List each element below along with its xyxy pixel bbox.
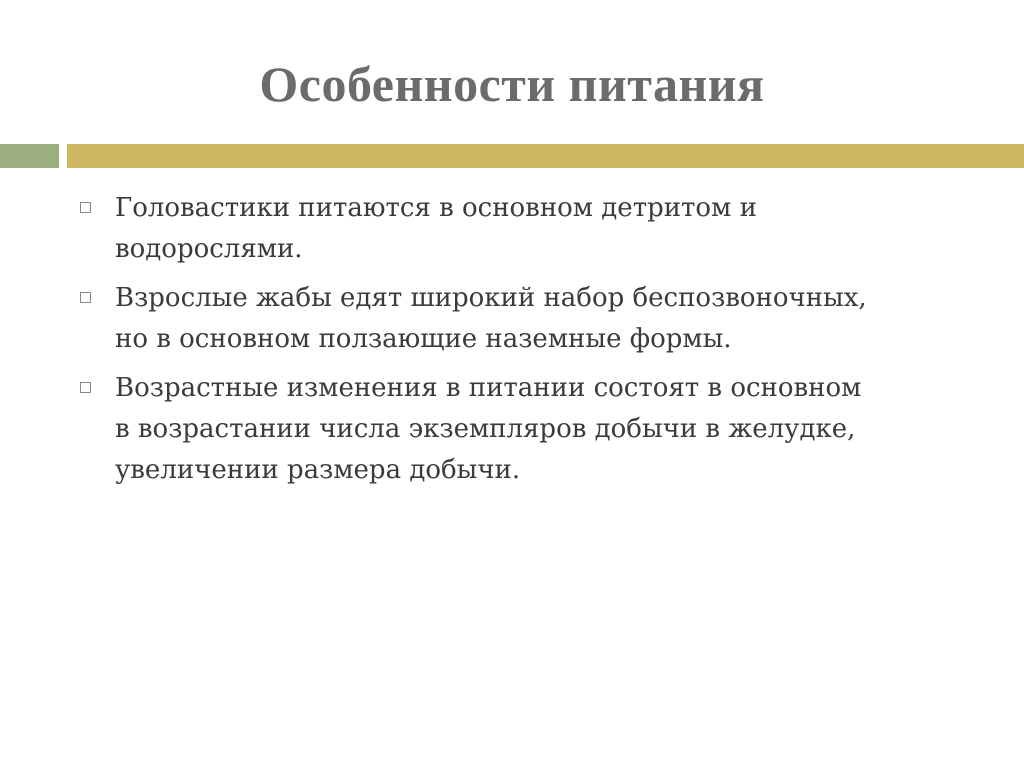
title-rule-gold: [67, 144, 1024, 168]
slide-title: Особенности питания: [259, 56, 765, 112]
bullet-line: увеличении размера добычи.: [115, 455, 521, 485]
bullet-item: [0, 188, 1024, 270]
square-bullet-icon: [80, 202, 91, 213]
bullet-line: водорослями.: [115, 234, 303, 264]
bullet-item: [0, 278, 1024, 360]
bullet-item: [0, 368, 1024, 491]
square-bullet-icon: [80, 382, 91, 393]
bullet-line: Возрастные изменения в питании состоят в основном: [115, 373, 862, 403]
bullet-text: [115, 278, 995, 360]
bullet-line: в возрастании числа экземпляров добычи в желудке,: [115, 414, 856, 444]
bullet-line: Головастики питаются в основном детритом и: [115, 193, 757, 223]
bullet-line: но в основном ползающие наземные формы.: [115, 324, 732, 354]
title-rule-green: [0, 144, 59, 168]
bullet-line: Взрослые жабы едят широкий набор беспозвоночных,: [115, 283, 867, 313]
square-bullet-icon: [80, 292, 91, 303]
bullet-text: [115, 188, 995, 270]
bullet-text: [115, 368, 995, 491]
bullet-list: [0, 188, 1024, 499]
